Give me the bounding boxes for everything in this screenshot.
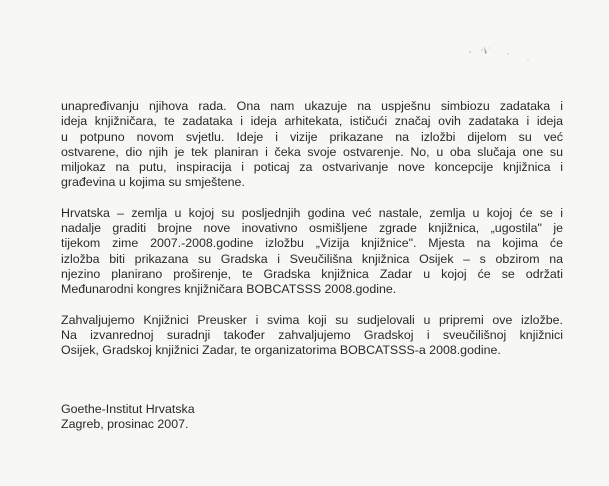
text-line: ideja knjižničara, te zadataka i ideja arhitekata, ističući značaj ovih zadataka i ideja — [61, 114, 563, 129]
paragraph-2 — [61, 206, 563, 298]
text-line: miljokaz na putu, inspiracija i poticaj za ostvarivanje nove koncepcije knjižnica i — [61, 160, 563, 175]
text-line: njezino planirano proširenje, te Gradska knjižnica Zadar u kojoj će se održati — [61, 266, 563, 281]
text-line: Na izvanrednoj suradnji također zahvaljujemo Gradskoj i sveučilišnoj knjižnici — [61, 327, 563, 342]
signature-organization: Goethe-Institut Hrvatska — [61, 402, 195, 416]
text-line: građevina u kojima su smještene. — [61, 175, 245, 190]
text-line: nadalje graditi brojne nove inovativno osmišljene zgrade knjižnica, „ugostila" je — [61, 221, 563, 236]
text-line: izložba biti prikazana su Gradska i Sveučilišna knjižnica Osijek – s obzirom na — [61, 251, 563, 266]
text-line: Osijek, Gradskoj knjižnici Zadar, te organizatorima BOBCATSSS-a 2008.godine. — [61, 343, 501, 358]
signature-place-date: Zagreb, prosinac 2007. — [61, 417, 189, 432]
paragraph-3 — [61, 313, 563, 359]
text-line: Međunarodni kongres knjižničara BOBCATSSS 2008.godine. — [61, 282, 397, 297]
text-line: unapređivanju njihova rada. Ona nam ukazuje na uspješnu simbiozu zadataka i — [61, 99, 563, 113]
scan-specks — [460, 38, 540, 68]
signature-block — [61, 402, 195, 433]
text-line: tijekom zime 2007.-2008.godine izložbu „Vizija knjižnice". Mjesta na kojima će — [61, 236, 563, 251]
text-line: Zahvaljujemo Knjižnici Preusker i svima koji su sudjelovali u pripremi ove izložbe. — [61, 312, 563, 327]
text-line: u potpuno novom svjetlu. Ideje i vizije prikazane na izložbi dijelom su već — [61, 129, 563, 144]
paragraph-1 — [61, 99, 563, 191]
text-line: ostvarene, dio njih je tek planiran i čeka svoje ostvarenje. No, u oba slučaja one su — [61, 144, 563, 159]
text-line: Hrvatska – zemlja u kojoj su posljednjih godina već nastale, zemlja u kojoj će se i — [61, 205, 563, 220]
body-text — [61, 99, 563, 358]
